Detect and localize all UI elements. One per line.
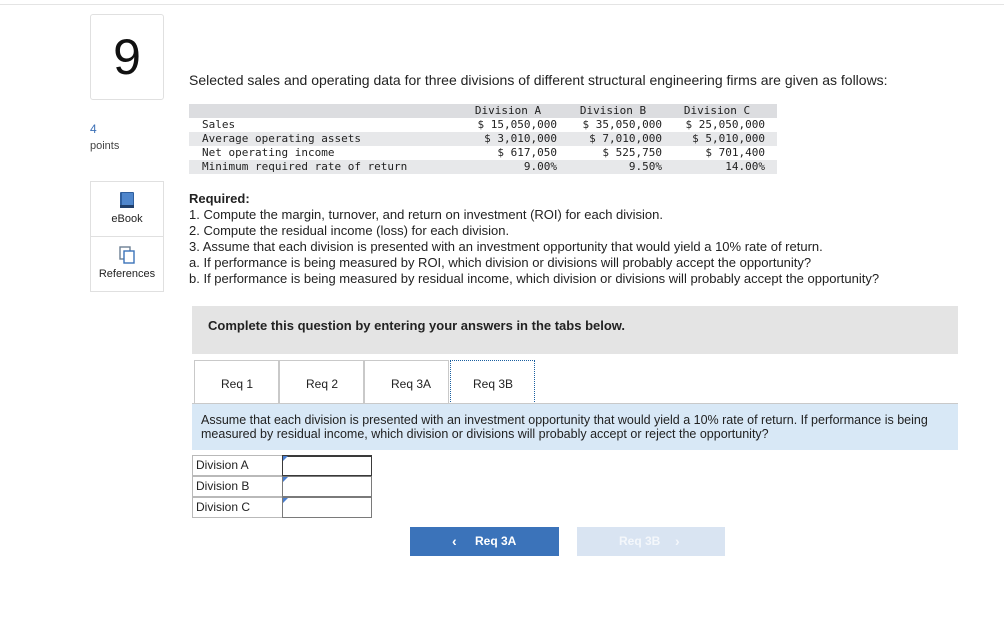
chevron-right-icon: › (675, 533, 680, 549)
tab-req-1[interactable] (194, 360, 279, 403)
required-title: Required: (189, 191, 250, 206)
tab-label: Req 2 (306, 377, 339, 391)
input-marker (283, 456, 288, 461)
table-row (189, 160, 777, 174)
table-row (189, 118, 777, 132)
required-line: 2. Compute the residual income (loss) for each division. (189, 223, 510, 238)
prev-req-button[interactable] (410, 527, 559, 556)
cell-division-a: 9.00% (523, 160, 557, 173)
cell-division-a: $ 15,050,000 (477, 118, 557, 131)
references-label: References (98, 268, 156, 280)
question-instruction (192, 404, 958, 450)
tab-label: Req 1 (221, 377, 254, 391)
table-row (189, 132, 777, 146)
required-line: 1. Compute the margin, turnover, and return on investment (ROI) for each division. (189, 207, 664, 222)
cell-division-c: $ 701,400 (705, 146, 765, 159)
question-number: 9 (90, 14, 164, 100)
division-c-input[interactable] (282, 497, 372, 518)
answer-label: Division A (192, 455, 286, 476)
row-label: Minimum required rate of return (202, 160, 408, 173)
input-marker (283, 498, 288, 503)
answer-label: Division C (192, 497, 286, 518)
points-value: 4 (90, 122, 97, 136)
intro-text: Selected sales and operating data for three divisions of different structural engineering firms are given as follows: (189, 72, 888, 88)
instruction-text: Assume that each division is presented with an investment opportunity that would yield a 10% rate of return. If performance is being measured by residual income, which division or divisions will probably accept or reject the opportunity? (201, 413, 928, 441)
tab-label: Req 3B (473, 377, 514, 391)
chevron-left-icon: ‹ (452, 533, 457, 549)
panel-text: Complete this question by entering your answers in the tabs below. (208, 318, 626, 333)
data-table (189, 104, 777, 174)
tab-req-3b[interactable] (450, 360, 535, 404)
input-marker (283, 477, 288, 482)
required-line: a. If performance is being measured by ROI, which division or divisions will probably accept the opportunity? (189, 255, 812, 270)
table-header-row (189, 104, 777, 118)
cell-division-c: $ 25,050,000 (685, 118, 765, 131)
division-b-input[interactable] (282, 476, 372, 497)
cell-division-c: 14.00% (725, 160, 765, 173)
required-line: b. If performance is being measured by residual income, which division or divisions will probably accept the opportunity? (189, 271, 880, 286)
required-line: 3. Assume that each division is presented with an investment opportunity that would yield a 10% rate of return. (189, 239, 823, 254)
ebook-button[interactable] (90, 181, 164, 237)
row-label: Net operating income (202, 146, 335, 159)
header-division-a: Division A (474, 104, 542, 117)
header-division-c: Division C (683, 104, 751, 117)
ebook-label: eBook (111, 213, 143, 225)
next-label: Req 3B (619, 534, 661, 548)
prev-label: Req 3A (475, 534, 517, 548)
cell-division-b: $ 35,050,000 (582, 118, 662, 131)
cell-division-c: $ 5,010,000 (692, 132, 765, 145)
table-row (189, 146, 777, 160)
cell-division-a: $ 3,010,000 (484, 132, 557, 145)
cell-division-b: $ 525,750 (602, 146, 662, 159)
instructions-panel (192, 306, 958, 354)
tab-req-3a[interactable] (364, 360, 449, 403)
required-section (189, 191, 879, 287)
top-divider (0, 4, 1004, 5)
cell-division-b: 9.50% (628, 160, 662, 173)
next-req-button[interactable] (577, 527, 725, 556)
tab-req-2[interactable] (279, 360, 364, 403)
division-a-input[interactable] (282, 455, 372, 476)
row-label: Average operating assets (202, 132, 361, 145)
answer-label: Division B (192, 476, 286, 497)
references-button[interactable] (90, 236, 164, 292)
tab-label: Req 3A (391, 377, 432, 391)
book-icon (119, 191, 135, 209)
row-label: Sales (202, 118, 236, 131)
copy-icon (119, 246, 135, 264)
cell-division-b: $ 7,010,000 (589, 132, 662, 145)
points-label: points (90, 140, 120, 152)
cell-division-a: $ 617,050 (497, 146, 557, 159)
header-division-b: Division B (579, 104, 647, 117)
